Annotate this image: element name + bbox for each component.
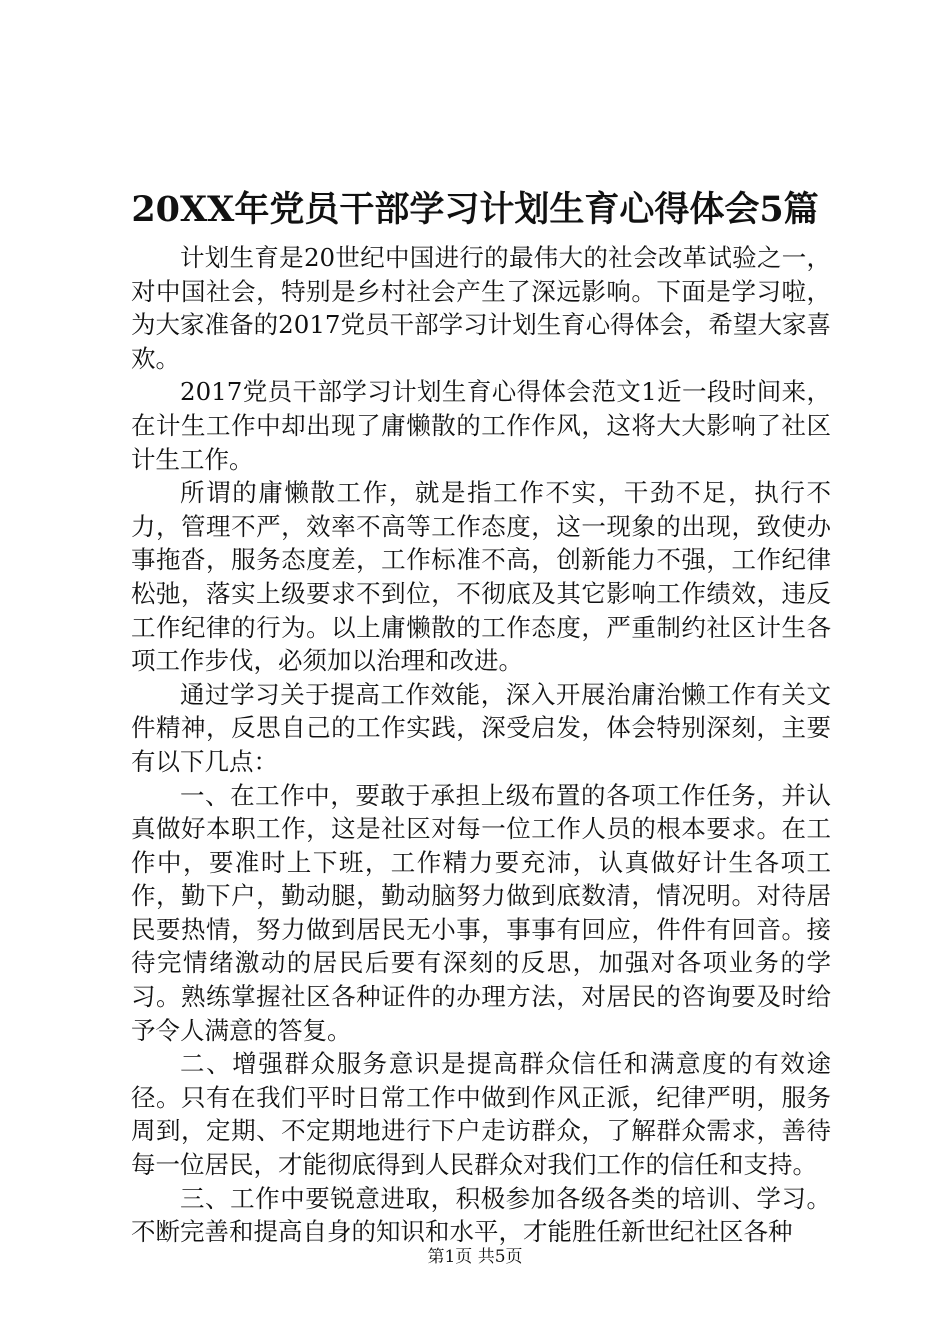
paragraph-sample-1: 2017党员干部学习计划生育心得体会范文1近一段时间来，在计生工作中却出现了庸懒散的工作作风，这将大大影响了社区计生工作。: [131, 377, 831, 474]
document-body: [131, 241, 831, 1249]
document-title: 20XX年党员干部学习计划生育心得体会5篇: [131, 189, 819, 230]
paragraph-reflection: 通过学习关于提高工作效能，深入开展治庸治懒工作有关文件精神，反思自己的工作实践，深受启发，体会特别深刻，主要有以下几点：: [131, 679, 831, 776]
paragraph-point-3: 三、工作中要锐意进取，积极参加各级各类的培训、学习。不断完善和提高自身的知识和水平，才能胜任新世纪社区各种: [131, 1183, 831, 1247]
paragraph-definition: 所谓的庸懒散工作，就是指工作不实，干劲不足，执行不力，管理不严，效率不高等工作态度，这一现象的出现，致使办事拖沓，服务态度差，工作标准不高，创新能力不强，工作纪律松弛，落实上级要求不到位，不彻底及其它影响工作绩效，违反工作纪律的行为。以上庸懒散的工作态度，严重制约社区计生各项工作步伐，必须加以治理和改进。: [131, 478, 831, 676]
paragraph-intro: 计划生育是20世纪中国进行的最伟大的社会改革试验之一，对中国社会，特别是乡村社会产生了深远影响。下面是学习啦，为大家准备的2017党员干部学习计划生育心得体会，希望大家喜欢。: [131, 243, 831, 373]
paragraph-point-2: 二、增强群众服务意识是提高群众信任和满意度的有效途径。只有在我们平时日常工作中做到作风正派，纪律严明，服务周到，定期、不定期地进行下户走访群众，了解群众需求，善待每一位居民，才能彻底得到人民群众对我们工作的信任和支持。: [131, 1049, 831, 1180]
paragraph-point-1: 一、在工作中，要敢于承担上级布置的各项工作任务，并认真做好本职工作，这是社区对每一位工作人员的根本要求。在工作中，要准时上下班，工作精力要充沛，认真做好计生各项工作，勤下户，勤动腿，勤动脑努力做到底数清，情况明。对待居民要热情，努力做到居民无小事，事事有回应，件件有回音。接待完情绪激动的居民后要有深刻的反思，加强对各项业务的学习。熟练掌握社区各种证件的办理方法，对居民的咨询要及时给予令人满意的答复。: [131, 780, 831, 1045]
page-number: 第1页 共5页: [427, 1247, 523, 1267]
